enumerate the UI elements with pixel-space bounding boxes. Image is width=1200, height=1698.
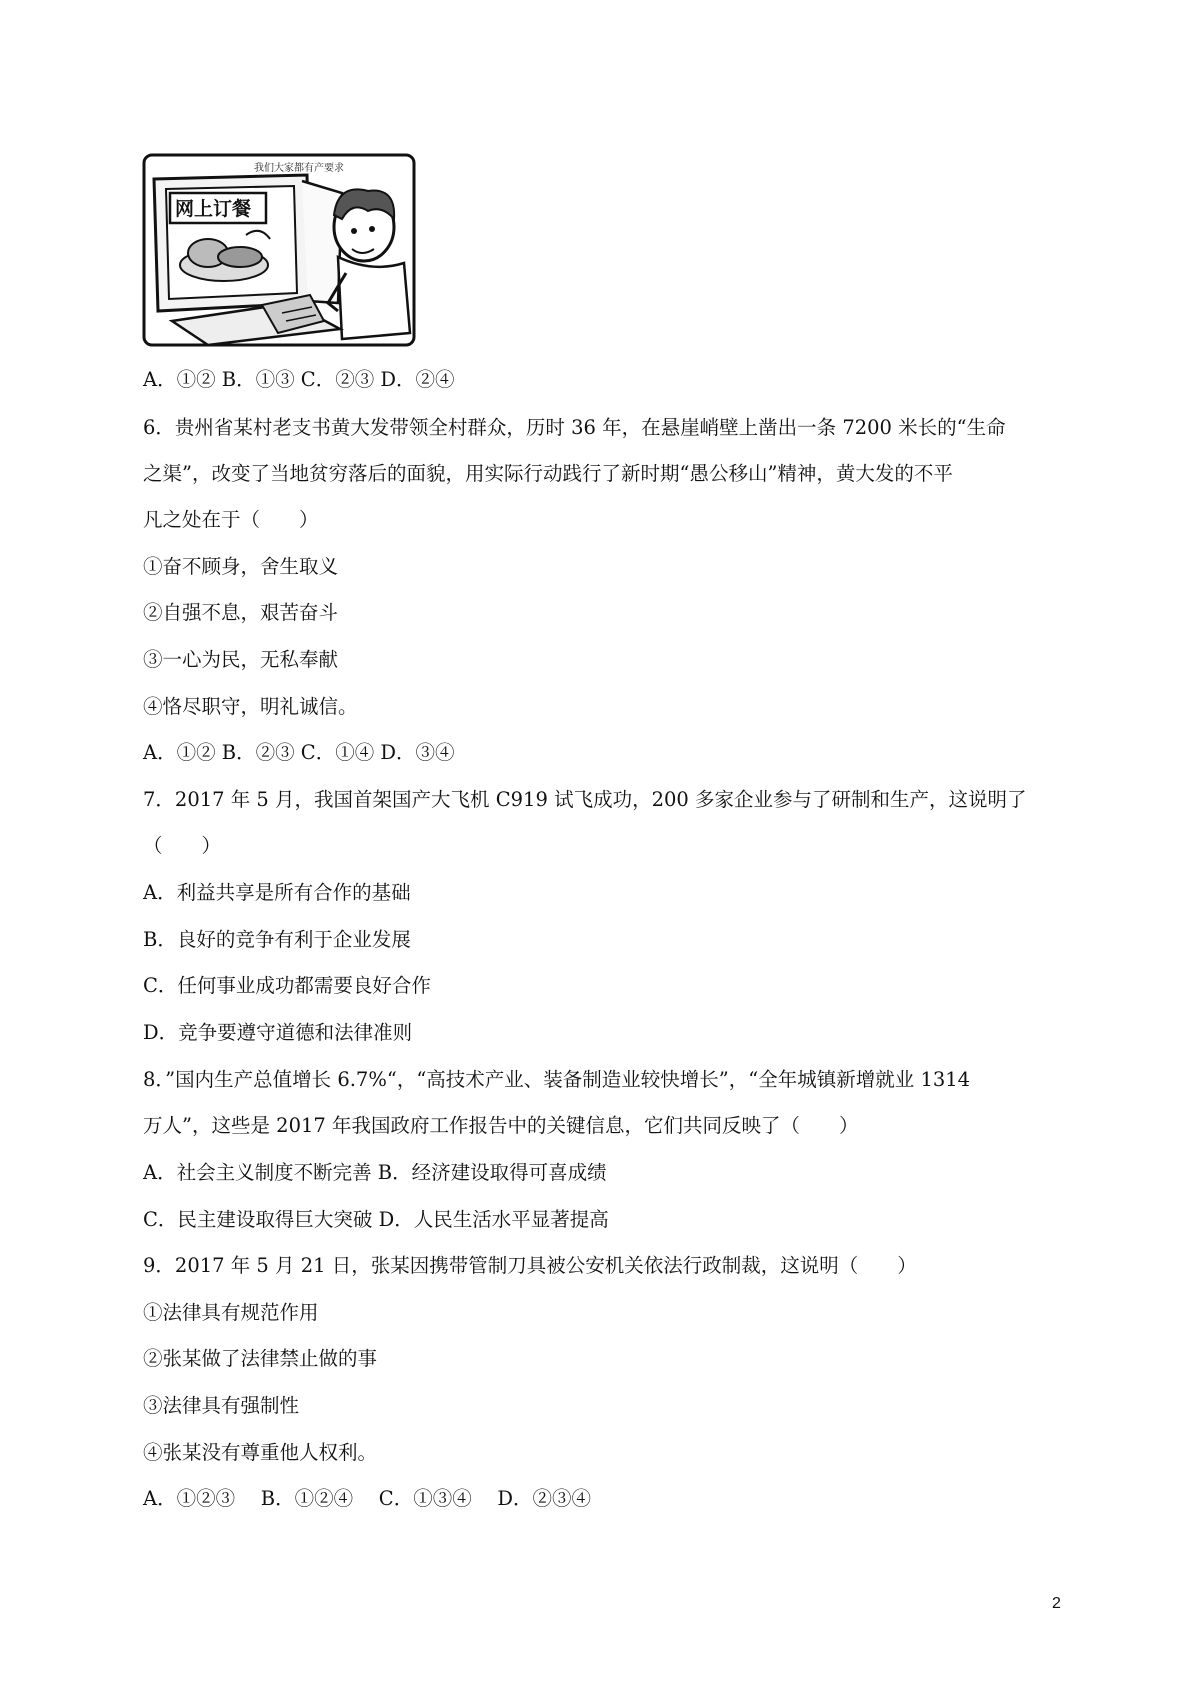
q7-option-a: A．利益共享是所有合作的基础 bbox=[143, 881, 411, 904]
q7-option-d: D．竞争要遵守道德和法律准则 bbox=[143, 1021, 413, 1044]
q6-stem-line2: 之渠”，改变了当地贫穷落后的面貌，用实际行动践行了新时期“愚公移山”精神，黄大发的不平 bbox=[143, 462, 953, 485]
q6-options: A．①② B．②③ C．①④ D．③④ bbox=[143, 741, 455, 764]
q6-item-3: ③一心为民，无私奉献 bbox=[143, 648, 339, 671]
q6-item-1: ①奋不顾身，舍生取义 bbox=[143, 555, 339, 578]
q8-options-line1: A．社会主义制度不断完善 B．经济建设取得可喜成绩 bbox=[143, 1161, 607, 1184]
cartoon-screen-text: 网上订餐 bbox=[175, 198, 252, 220]
q9-stem: 9．2017 年 5 月 21 日，张某因携带管制刀具被公安机关依法行政制裁，这说明（ ） bbox=[143, 1254, 917, 1277]
cartoon-caption: 我们大家都有产要求 bbox=[254, 163, 344, 174]
q8-stem-line2: 万人”，这些是 2017 年我国政府工作报告中的关键信息，它们共同反映了（ ） bbox=[143, 1114, 859, 1137]
q6-stem-line1: 6．贵州省某村老支书黄大发带领全村群众，历时 36 年，在悬崖峭壁上凿出一条 7200 米长的“生命 bbox=[143, 416, 1006, 439]
page-number: 2 bbox=[1052, 1595, 1061, 1612]
q9-item-4: ④张某没有尊重他人权利。 bbox=[143, 1441, 378, 1464]
q8-options-line2: C．民主建设取得巨大突破 D．人民生活水平显著提高 bbox=[143, 1208, 609, 1231]
q9-item-2: ②张某做了法律禁止做的事 bbox=[143, 1347, 378, 1370]
q8-stem-line1: 8．”国内生产总值增长 6.7%“，“高技术产业、装备制造业较快增长”，“全年城镇新增就业 1314 bbox=[143, 1068, 971, 1091]
q5-options: A．①② B．①③ C．②③ D．②④ bbox=[143, 368, 455, 391]
q9-options: A．①②③ B．①②④ C．①③④ D．②③④ bbox=[143, 1487, 592, 1510]
q7-option-b: B．良好的竞争有利于企业发展 bbox=[143, 928, 411, 951]
q7-stem-line1: 7．2017 年 5 月，我国首架国产大飞机 C919 试飞成功，200 多家企业参与了研制和生产，这说明了 bbox=[143, 788, 1027, 811]
q6-item-4: ④恪尽职守，明礼诚信。 bbox=[143, 695, 358, 718]
q9-item-1: ①法律具有规范作用 bbox=[143, 1301, 319, 1324]
q7-option-c: C．任何事业成功都需要良好合作 bbox=[143, 974, 431, 997]
cartoon-illustration bbox=[142, 153, 416, 347]
q6-item-2: ②自强不息，艰苦奋斗 bbox=[143, 601, 339, 624]
q6-stem-line3: 凡之处在于（ ） bbox=[143, 508, 319, 531]
q7-stem-line2: （ ） bbox=[143, 834, 222, 857]
q9-item-3: ③法律具有强制性 bbox=[143, 1394, 300, 1417]
